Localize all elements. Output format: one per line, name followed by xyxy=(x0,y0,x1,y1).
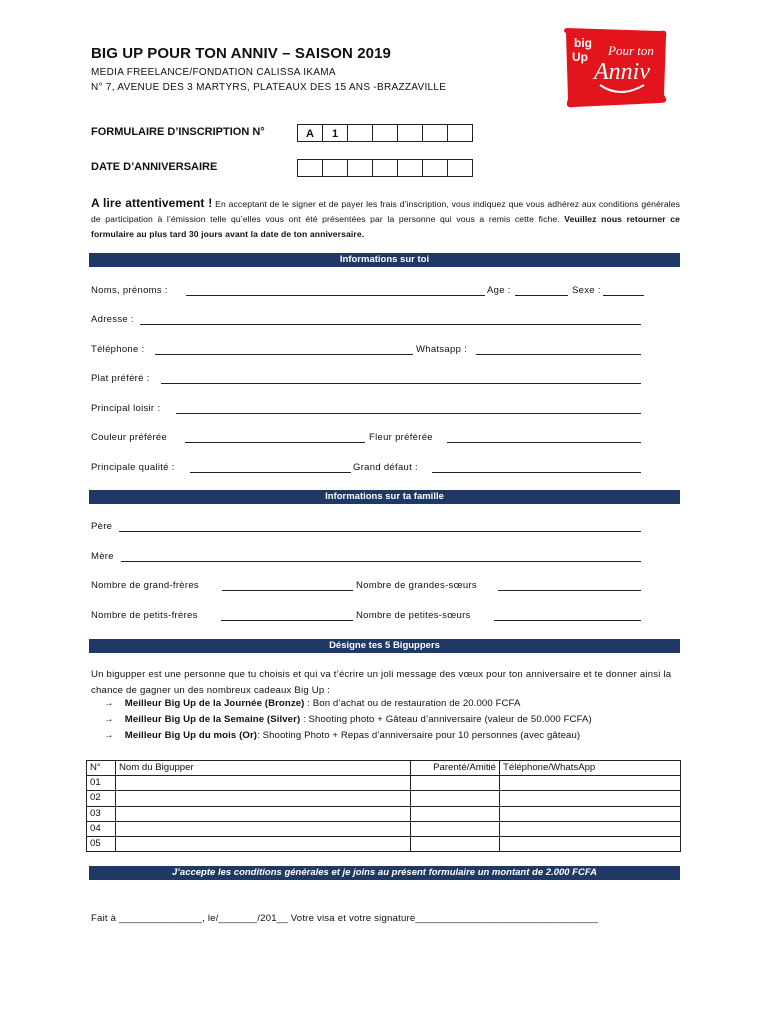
inscription-box[interactable]: A xyxy=(297,124,323,142)
row-number: 05 xyxy=(87,836,116,851)
bigupper-phone-cell[interactable] xyxy=(500,836,681,851)
mother-field[interactable] xyxy=(121,561,641,562)
page-title: BIG UP POUR TON ANNIV – SAISON 2019 xyxy=(91,45,391,62)
bigupper-name-cell[interactable] xyxy=(116,836,411,851)
arrow-right-icon: → xyxy=(104,730,114,741)
inscription-box[interactable] xyxy=(372,124,398,142)
favorite-color-label: Couleur préférée xyxy=(91,432,168,443)
older-brothers-field[interactable] xyxy=(222,590,353,591)
section-header-biguppers: Désigne tes 5 Biguppers xyxy=(89,639,680,653)
inscription-box[interactable] xyxy=(347,124,373,142)
inscription-number-boxes[interactable] xyxy=(298,124,473,142)
row-number: 01 xyxy=(87,776,116,791)
bigupper-relation-cell[interactable] xyxy=(411,836,500,851)
favorite-dish-label: Plat préféré : xyxy=(91,373,150,384)
prize-bronze-text: : Bon d’achat ou de restauration de 20.000 FCFA xyxy=(304,698,521,709)
inscription-box[interactable] xyxy=(447,124,473,142)
organization-name: MEDIA FREELANCE/FONDATION CALISSA IKAMA xyxy=(91,67,336,78)
table-row xyxy=(87,791,681,806)
section-header-info: Informations sur toi xyxy=(89,253,680,267)
sex-label: Sexe : xyxy=(572,285,601,296)
names-field[interactable] xyxy=(186,295,485,296)
main-flaw-field[interactable] xyxy=(432,472,641,473)
arrow-right-icon: → xyxy=(104,698,114,709)
names-label: Noms, prénoms : xyxy=(91,285,168,296)
notice-deadline: Veuillez nous retourner ce formulaire au plus tard 30 jours avant la date de ton anniversaire. xyxy=(91,214,680,239)
bigupper-name-cell[interactable] xyxy=(116,791,411,806)
father-label: Père xyxy=(91,521,113,532)
table-row xyxy=(87,821,681,836)
address-field[interactable] xyxy=(140,324,641,325)
birthday-box[interactable] xyxy=(372,159,398,177)
bigupper-phone-cell[interactable] xyxy=(500,791,681,806)
col-header-relation: Parenté/Amitié xyxy=(411,761,500,776)
inscription-box[interactable]: 1 xyxy=(322,124,348,142)
table-row xyxy=(87,806,681,821)
bigupper-name-cell[interactable] xyxy=(116,776,411,791)
col-header-number: N° xyxy=(87,761,116,776)
bigupper-name-cell[interactable] xyxy=(116,821,411,836)
birthday-boxes[interactable] xyxy=(298,159,473,177)
prize-gold-text: : Shooting Photo + Repas d’anniversaire pour 10 personnes (avec gâteau) xyxy=(257,730,581,741)
main-flaw-label: Grand défaut : xyxy=(353,462,418,473)
signature-line[interactable]: _________________________________ xyxy=(415,913,599,924)
prize-gold-title: Meilleur Big Up du mois (Or) xyxy=(124,730,258,741)
birthday-label: DATE D’ANNIVERSAIRE xyxy=(91,161,218,173)
main-hobby-label: Principal loisir : xyxy=(91,403,161,414)
favorite-flower-label: Fleur préférée xyxy=(369,432,433,443)
big-up-logo xyxy=(560,25,672,109)
row-number: 02 xyxy=(87,791,116,806)
col-header-name: Nom du Bigupper xyxy=(116,761,411,776)
bigupper-relation-cell[interactable] xyxy=(411,776,500,791)
birthday-box[interactable] xyxy=(447,159,473,177)
telephone-label: Téléphone : xyxy=(91,344,145,355)
sex-field[interactable] xyxy=(603,295,644,296)
prize-gold xyxy=(104,730,580,741)
bigupper-phone-cell[interactable] xyxy=(500,776,681,791)
birthday-box[interactable] xyxy=(422,159,448,177)
age-field[interactable] xyxy=(515,295,568,296)
table-row xyxy=(87,776,681,791)
whatsapp-field[interactable] xyxy=(476,354,641,355)
younger-brothers-field[interactable] xyxy=(221,620,353,621)
whatsapp-label: Whatsapp : xyxy=(416,344,468,355)
bigupper-relation-cell[interactable] xyxy=(411,806,500,821)
favorite-flower-field[interactable] xyxy=(447,442,641,443)
prize-bronze-title: Meilleur Big Up de la Journée (Bronze) xyxy=(124,698,305,709)
place-date-signature-label: Fait à _______________, le/_______/201__ Votre visa et votre signature xyxy=(91,913,416,924)
favorite-color-field[interactable] xyxy=(185,442,365,443)
logo-text-pour-ton: Pour ton xyxy=(608,43,654,58)
address-label: Adresse : xyxy=(91,314,134,325)
bigupper-phone-cell[interactable] xyxy=(500,821,681,836)
younger-sisters-label: Nombre de petites-sœurs xyxy=(356,610,471,621)
main-quality-field[interactable] xyxy=(190,472,351,473)
bigupper-table xyxy=(86,760,681,852)
logo-text-anniv: Anniv xyxy=(594,59,650,85)
place-date-signature[interactable] xyxy=(91,913,598,924)
col-header-phone: Téléphone/WhatsApp xyxy=(500,761,681,776)
arrow-right-icon: → xyxy=(104,714,114,725)
younger-sisters-field[interactable] xyxy=(494,620,641,621)
logo-text-big: big xyxy=(574,36,592,50)
older-sisters-field[interactable] xyxy=(498,590,641,591)
bigupper-name-cell[interactable] xyxy=(116,806,411,821)
logo-text-up: Up xyxy=(572,50,588,64)
older-brothers-label: Nombre de grand-frères xyxy=(91,580,199,591)
acceptance-banner: J’accepte les conditions générales et je joins au présent formulaire un montant de 2.000 FCFA xyxy=(89,866,680,880)
birthday-box[interactable] xyxy=(397,159,423,177)
age-label: Age : xyxy=(487,285,511,296)
father-field[interactable] xyxy=(119,531,641,532)
notice-heading: A lire attentivement ! xyxy=(91,196,213,210)
inscription-box[interactable] xyxy=(397,124,423,142)
inscription-box[interactable] xyxy=(422,124,448,142)
birthday-box[interactable] xyxy=(322,159,348,177)
prize-bronze xyxy=(104,698,520,709)
prize-silver-title: Meilleur Big Up de la Semaine (Silver) xyxy=(124,714,301,725)
mother-label: Mère xyxy=(91,551,114,562)
notice-text: En acceptant de le signer et de payer les frais d’inscription, vous indiquez que vous adhérez aux conditions générales de participation à l’émission telle qu’elles vous ont été présentées par la personne qui vous a remis cette fiche. xyxy=(91,199,680,224)
bigupper-relation-cell[interactable] xyxy=(411,791,500,806)
prize-silver-text: : Shooting photo + Gâteau d’anniversaire (valeur de 50.000 FCFA) xyxy=(300,714,592,725)
main-hobby-field[interactable] xyxy=(176,413,641,414)
notice-paragraph xyxy=(91,196,680,242)
bigupper-intro: Un bigupper est une personne que tu choisis et qui va t’écrire un joli message des vœux pour ton anniversaire et te donner ainsi la chance de gagner un des nombreux cadeaux Big Up : xyxy=(91,669,672,696)
table-row xyxy=(87,836,681,851)
favorite-dish-field[interactable] xyxy=(161,383,641,384)
telephone-field[interactable] xyxy=(155,354,413,355)
row-number: 03 xyxy=(87,806,116,821)
section-header-family: Informations sur ta famille xyxy=(89,490,680,504)
birthday-box[interactable] xyxy=(297,159,323,177)
older-sisters-label: Nombre de grandes-sœurs xyxy=(356,580,477,591)
bigupper-relation-cell[interactable] xyxy=(411,821,500,836)
younger-brothers-label: Nombre de petits-frères xyxy=(91,610,198,621)
prize-silver xyxy=(104,714,592,725)
birthday-box[interactable] xyxy=(347,159,373,177)
organization-address: N° 7, AVENUE DES 3 MARTYRS, PLATEAUX DES 15 ANS -BRAZZAVILLE xyxy=(91,82,447,93)
bigupper-phone-cell[interactable] xyxy=(500,806,681,821)
inscription-number-label: FORMULAIRE D’INSCRIPTION N° xyxy=(91,126,265,138)
row-number: 04 xyxy=(87,821,116,836)
table-header-row xyxy=(87,761,681,776)
main-quality-label: Principale qualité : xyxy=(91,462,175,473)
